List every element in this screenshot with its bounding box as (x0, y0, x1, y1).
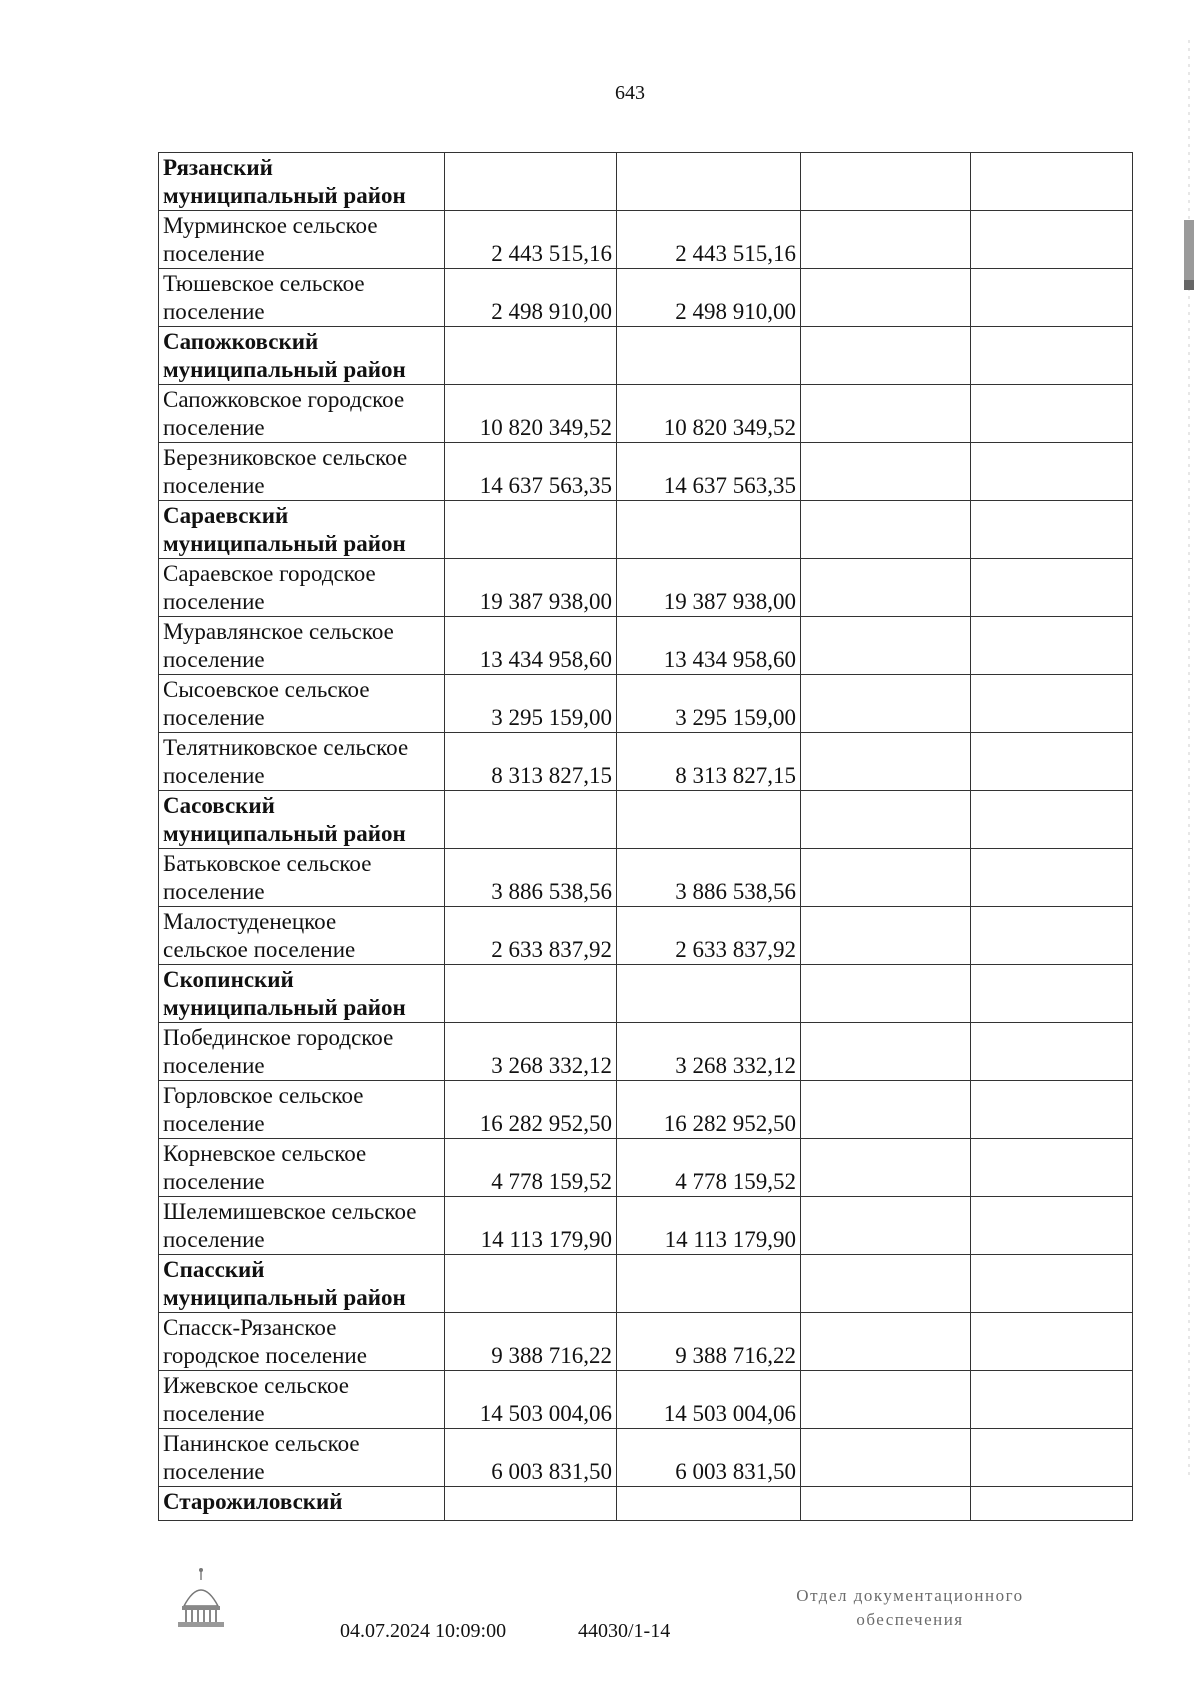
name-line-1: Скопинский (163, 967, 294, 992)
district-name-cell (159, 1255, 445, 1313)
name-line-1: Сапожковское городское (163, 387, 405, 412)
amount-cell-b: 2 633 837,92 (617, 907, 801, 965)
amount-cell-b: 4 778 159,52 (617, 1139, 801, 1197)
name-line-2: поселение (163, 1227, 265, 1252)
name-line-1: Сараевский (163, 503, 289, 528)
name-line-2: муниципальный район (163, 531, 406, 556)
district-name-cell (159, 153, 445, 211)
settlement-name-cell (159, 617, 445, 675)
settlement-name-cell (159, 269, 445, 327)
district-name-cell (159, 327, 445, 385)
empty-cell-c (801, 791, 971, 849)
amount-cell-a: 16 282 952,50 (445, 1081, 617, 1139)
settlement-name-cell (159, 1371, 445, 1429)
amount-cell-a: 14 503 004,06 (445, 1371, 617, 1429)
empty-cell-d (971, 385, 1133, 443)
table-row (159, 675, 1133, 733)
empty-cell-c (801, 907, 971, 965)
amount-cell-a: 3 268 332,12 (445, 1023, 617, 1081)
name-line-1: Березниковское сельское (163, 445, 408, 470)
name-line-2: поселение (163, 1111, 265, 1136)
name-line-2: муниципальный район (163, 1285, 406, 1310)
table-row (159, 791, 1133, 849)
name-line-2: городское поселение (163, 1343, 367, 1368)
table-row (159, 1313, 1133, 1371)
amount-cell-b: 10 820 349,52 (617, 385, 801, 443)
name-line-2: поселение (163, 1169, 265, 1194)
empty-cell-c (801, 443, 971, 501)
empty-cell-c (801, 733, 971, 791)
amount-cell-b: 2 443 515,16 (617, 211, 801, 269)
empty-cell-c (801, 1139, 971, 1197)
table-row (159, 1197, 1133, 1255)
settlement-name-cell (159, 907, 445, 965)
name-line-1: Сасовский (163, 793, 275, 818)
settlement-name-cell (159, 849, 445, 907)
table-row (159, 1487, 1133, 1521)
stamp-line-1: Отдел документационного (796, 1586, 1024, 1605)
name-line-1: Спасский (163, 1257, 265, 1282)
page-number: 643 (615, 82, 645, 104)
amount-cell-b: 6 003 831,50 (617, 1429, 801, 1487)
table-row (159, 327, 1133, 385)
amount-cell-a (445, 791, 617, 849)
name-line-1: Телятниковское сельское (163, 735, 409, 760)
amount-cell-a: 8 313 827,15 (445, 733, 617, 791)
empty-cell-d (971, 1429, 1133, 1487)
empty-cell-c (801, 153, 971, 211)
table-row (159, 1139, 1133, 1197)
amount-cell-a: 19 387 938,00 (445, 559, 617, 617)
table-row (159, 733, 1133, 791)
name-line-2: поселение (163, 415, 265, 440)
footer-doc-number: 44030/1-14 (578, 1620, 671, 1642)
empty-cell-c (801, 559, 971, 617)
amount-cell-b: 3 295 159,00 (617, 675, 801, 733)
amount-cell-a: 13 434 958,60 (445, 617, 617, 675)
department-stamp (760, 1584, 1060, 1632)
empty-cell-d (971, 1313, 1133, 1371)
district-name-cell (159, 965, 445, 1023)
table-row (159, 1371, 1133, 1429)
empty-cell-d (971, 327, 1133, 385)
settlement-name-cell (159, 1313, 445, 1371)
amount-cell-a: 2 633 837,92 (445, 907, 617, 965)
empty-cell-d (971, 675, 1133, 733)
table-row (159, 907, 1133, 965)
name-line-2: поселение (163, 763, 265, 788)
amount-cell-b: 14 113 179,90 (617, 1197, 801, 1255)
empty-cell-d (971, 1371, 1133, 1429)
empty-cell-d (971, 443, 1133, 501)
empty-cell-d (971, 1197, 1133, 1255)
empty-cell-c (801, 1487, 971, 1521)
empty-cell-c (801, 1255, 971, 1313)
name-line-2: поселение (163, 705, 265, 730)
empty-cell-c (801, 1313, 971, 1371)
empty-cell-c (801, 1429, 971, 1487)
settlement-name-cell (159, 385, 445, 443)
empty-cell-c (801, 269, 971, 327)
settlement-name-cell (159, 443, 445, 501)
name-line-1: Сапожковский (163, 329, 319, 354)
amount-cell-a: 3 886 538,56 (445, 849, 617, 907)
amount-cell-a (445, 1487, 617, 1521)
amount-cell-b: 19 387 938,00 (617, 559, 801, 617)
table-row (159, 1429, 1133, 1487)
amount-cell-b: 8 313 827,15 (617, 733, 801, 791)
table-row (159, 617, 1133, 675)
name-line-1: Муравлянское сельское (163, 619, 394, 644)
empty-cell-d (971, 907, 1133, 965)
settlement-name-cell (159, 733, 445, 791)
empty-cell-d (971, 153, 1133, 211)
empty-cell-d (971, 965, 1133, 1023)
amount-cell-b: 16 282 952,50 (617, 1081, 801, 1139)
name-line-2: муниципальный район (163, 821, 406, 846)
district-name-cell (159, 1487, 445, 1521)
allocation-table (158, 152, 1133, 1521)
settlement-name-cell (159, 1023, 445, 1081)
table-row (159, 269, 1133, 327)
table-row (159, 1255, 1133, 1313)
empty-cell-d (971, 791, 1133, 849)
table-row (159, 849, 1133, 907)
amount-cell-b: 2 498 910,00 (617, 269, 801, 327)
amount-cell-b (617, 501, 801, 559)
footer-datetime: 04.07.2024 10:09:00 (340, 1620, 507, 1642)
stamp-line-2: обеспечения (856, 1610, 964, 1629)
table-row (159, 443, 1133, 501)
amount-cell-a: 2 443 515,16 (445, 211, 617, 269)
district-name-cell (159, 501, 445, 559)
settlement-name-cell (159, 675, 445, 733)
empty-cell-d (971, 559, 1133, 617)
name-line-1: Панинское сельское (163, 1431, 360, 1456)
empty-cell-c (801, 211, 971, 269)
name-line-1: Сараевское городское (163, 561, 376, 586)
name-line-1: Горловское сельское (163, 1083, 364, 1108)
name-line-1: Рязанский (163, 155, 273, 180)
empty-cell-c (801, 1081, 971, 1139)
scan-edge-marks (1182, 40, 1196, 1480)
name-line-1: Шелемишевское сельское (163, 1199, 417, 1224)
name-line-1: Сысоевское сельское (163, 677, 370, 702)
name-line-1: Старожиловский (163, 1489, 343, 1514)
settlement-name-cell (159, 1197, 445, 1255)
name-line-2: сельское поселение (163, 937, 356, 962)
amount-cell-b (617, 791, 801, 849)
amount-cell-b: 13 434 958,60 (617, 617, 801, 675)
amount-cell-a: 3 295 159,00 (445, 675, 617, 733)
empty-cell-c (801, 1371, 971, 1429)
table-row (159, 559, 1133, 617)
empty-cell-c (801, 501, 971, 559)
empty-cell-c (801, 385, 971, 443)
amount-cell-b (617, 153, 801, 211)
empty-cell-c (801, 1023, 971, 1081)
amount-cell-a (445, 965, 617, 1023)
empty-cell-d (971, 211, 1133, 269)
empty-cell-d (971, 501, 1133, 559)
table-row (159, 965, 1133, 1023)
name-line-2: поселение (163, 1053, 265, 1078)
empty-cell-c (801, 1197, 971, 1255)
name-line-2: муниципальный район (163, 183, 406, 208)
name-line-2: поселение (163, 1401, 265, 1426)
district-name-cell (159, 791, 445, 849)
amount-cell-a: 2 498 910,00 (445, 269, 617, 327)
amount-cell-a: 4 778 159,52 (445, 1139, 617, 1197)
name-line-1: Тюшевское сельское (163, 271, 365, 296)
table-row (159, 211, 1133, 269)
table-body (159, 153, 1133, 1521)
table-row (159, 153, 1133, 211)
name-line-2: поселение (163, 647, 265, 672)
empty-cell-d (971, 269, 1133, 327)
empty-cell-d (971, 733, 1133, 791)
table-row (159, 1081, 1133, 1139)
amount-cell-b: 14 637 563,35 (617, 443, 801, 501)
amount-cell-a: 14 113 179,90 (445, 1197, 617, 1255)
name-line-2: поселение (163, 1459, 265, 1484)
name-line-2: поселение (163, 241, 265, 266)
settlement-name-cell (159, 1139, 445, 1197)
name-line-2: поселение (163, 299, 265, 324)
amount-cell-b: 14 503 004,06 (617, 1371, 801, 1429)
empty-cell-d (971, 849, 1133, 907)
amount-cell-a: 14 637 563,35 (445, 443, 617, 501)
amount-cell-a (445, 1255, 617, 1313)
settlement-name-cell (159, 1081, 445, 1139)
amount-cell-a (445, 501, 617, 559)
name-line-1: Батьковское сельское (163, 851, 372, 876)
amount-cell-b (617, 327, 801, 385)
amount-cell-b: 9 388 716,22 (617, 1313, 801, 1371)
name-line-2: поселение (163, 473, 265, 498)
amount-cell-a (445, 327, 617, 385)
name-line-1: Ижевское сельское (163, 1373, 349, 1398)
name-line-1: Мурминское сельское (163, 213, 378, 238)
empty-cell-c (801, 965, 971, 1023)
amount-cell-b (617, 1255, 801, 1313)
amount-cell-b (617, 1487, 801, 1521)
empty-cell-c (801, 327, 971, 385)
empty-cell-d (971, 1023, 1133, 1081)
amount-cell-a (445, 153, 617, 211)
empty-cell-d (971, 617, 1133, 675)
name-line-1: Малостуденецкое (163, 909, 337, 934)
empty-cell-d (971, 1081, 1133, 1139)
amount-cell-a: 9 388 716,22 (445, 1313, 617, 1371)
amount-cell-a: 6 003 831,50 (445, 1429, 617, 1487)
name-line-2: поселение (163, 589, 265, 614)
amount-cell-b: 3 886 538,56 (617, 849, 801, 907)
name-line-2: поселение (163, 879, 265, 904)
table-row (159, 1023, 1133, 1081)
amount-cell-b (617, 965, 801, 1023)
amount-cell-b: 3 268 332,12 (617, 1023, 801, 1081)
empty-cell-d (971, 1139, 1133, 1197)
empty-cell-c (801, 675, 971, 733)
empty-cell-c (801, 849, 971, 907)
settlement-name-cell (159, 559, 445, 617)
settlement-name-cell (159, 211, 445, 269)
amount-cell-a: 10 820 349,52 (445, 385, 617, 443)
name-line-1: Побединское городское (163, 1025, 394, 1050)
table-row (159, 501, 1133, 559)
name-line-2: муниципальный район (163, 357, 406, 382)
name-line-1: Корневское сельское (163, 1141, 367, 1166)
empty-cell-c (801, 617, 971, 675)
settlement-name-cell (159, 1429, 445, 1487)
name-line-2: муниципальный район (163, 995, 406, 1020)
table-row (159, 385, 1133, 443)
duma-emblem-icon (170, 1566, 232, 1630)
name-line-1: Спасск-Рязанское (163, 1315, 337, 1340)
empty-cell-d (971, 1255, 1133, 1313)
empty-cell-d (971, 1487, 1133, 1521)
